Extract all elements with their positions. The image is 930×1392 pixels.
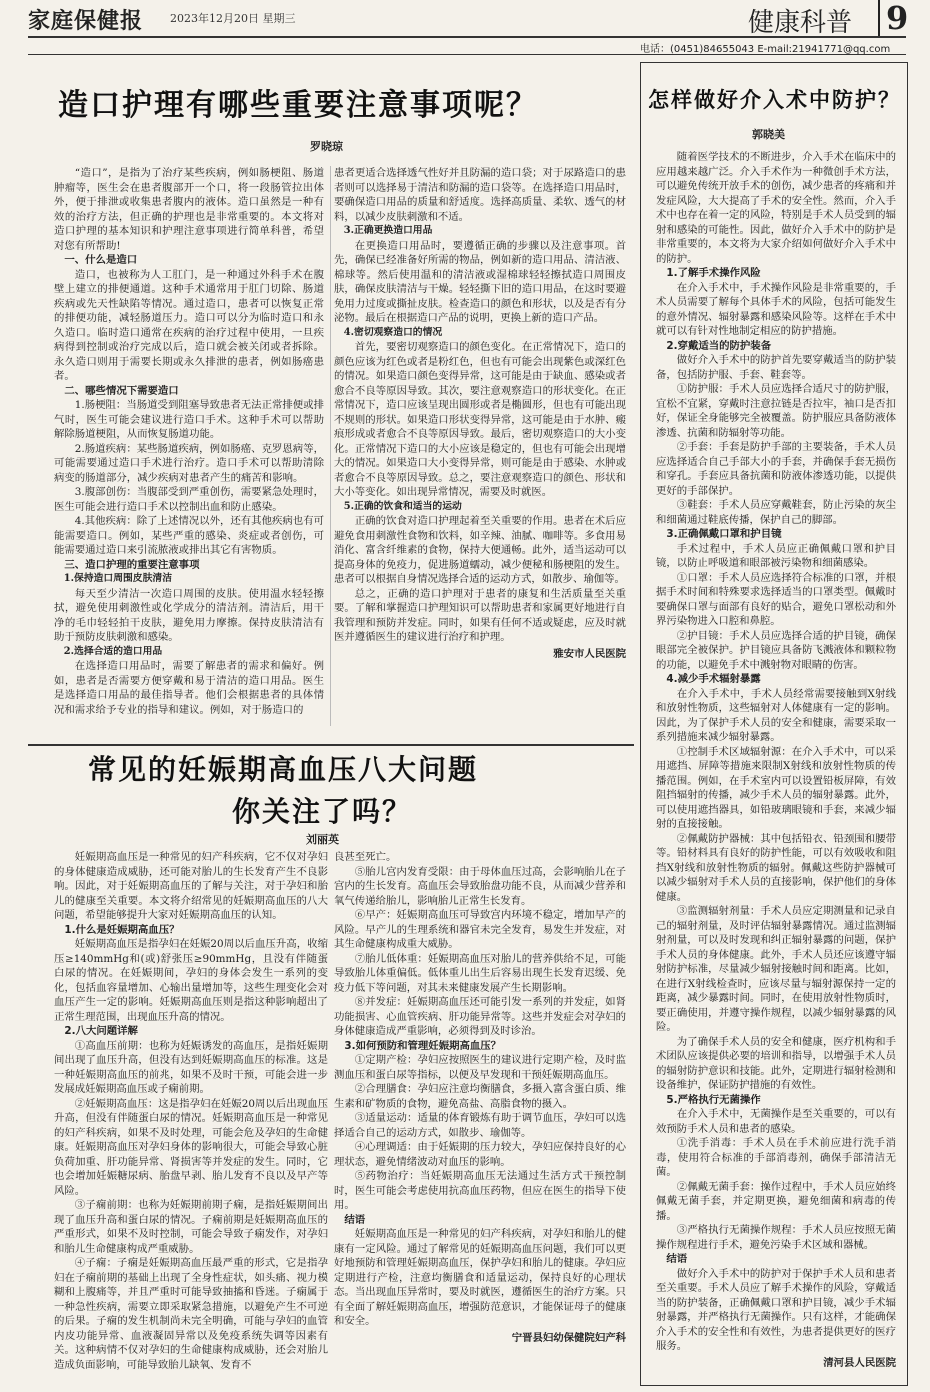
paragraph: 正确的饮食对造口护理起着至关重要的作用。患者在术后应避免食用刺激性食物和饮料，如辛辣、油腻、咖啡等。多食用易消化、富含纤维素的食物，保持大便通畅。此外，适当运动可以提高身体的免疫力，促进肠道蠕动，减少便秘和肠梗阻的发生。患者可以根据自身情况选择合适的运动方式，如散步、瑜伽等。: [334, 515, 626, 585]
paragraph: 在选择造口用品时，需要了解患者的需求和偏好。例如，患者是否需要方便穿戴和易于清洁的造口用品。医生是选择造口用品的最佳指导者。他们会根据患者的具体情况和需求给予专业的指导和建议。例如，对于肠造口的: [54, 660, 324, 716]
paragraph: 做好介入手术中的防护首先要穿戴适当的防护装备，包括防护服、手套、鞋套等。: [656, 354, 896, 381]
paragraph: ③子痫前期：也称为妊娠期前期子痫，是指妊娠期间出现了血压升高和蛋白尿的情况。子痫前期是妊娠期高血压的严重形式，如果不及时控制，可能会导致子痫发作，对孕妇和胎儿生命健康构成严重威胁。: [54, 1199, 328, 1255]
paragraph: 总之，正确的造口护理对于患者的康复和生活质量至关重要。了解和掌握造口护理知识可以帮助患者和家属更好地进行自我管理和预防并发症。同时，如果有任何不适或疑虑，应及时就医并遵循医生的建议进行治疗和护理。: [334, 587, 626, 643]
paragraph: ⑥早产：妊娠期高血压可导致宫内环境不稳定，增加早产的风险。早产儿的生理系统和器官未完全发育，易发生并发症，对其生命健康构成重大威胁。: [334, 909, 626, 950]
column-divider: [330, 166, 331, 726]
paragraph: ②妊娠期高血压：这是指孕妇在妊娠20周以后出现血压升高，但没有伴随蛋白尿的情况。妊娠期高血压是一种常见的妇产科疾病，如果不及时处理，可能会危及孕妇的生命健康。妊娠期高血压对孕妇身体的影响很大，可能会导致心脏负荷加重、肝功能异常、肾损害等并发症的发生。同时，它也会增加妊娠糖尿病、胎盘早剥、胎儿发育不良以及早产等风险。: [54, 1097, 328, 1197]
paragraph: ③严格执行无菌操作规程：手术人员应按照无菌操作规程进行手术，避免污染手术区域和器械。: [656, 1224, 896, 1251]
article-column: [334, 850, 626, 1390]
article-title-line2: 你关注了吗？: [232, 795, 413, 828]
author-affiliation: 雅安市人民医院: [553, 647, 626, 660]
article-title: 常见的妊娠期高血压八大问题: [88, 753, 479, 786]
paragraph: ④子痫：子痫是妊娠期高血压最严重的形式，它是指孕妇在子痫前期的基础上出现了全身性症状，如头痛、视力模糊和上腹痛等，并且严重时可能导致抽搐和昏迷。子痫属于一种急性疾病，需要立即采取紧急措施，以避免产生不可逆的后果。子痫的发生机制尚未完全明确，可能与孕妇的血管内皮功能异常、血液凝固异常以及免疫系统失调等因素有关。这种病情不仅对孕妇的生命健康构成威胁，还会对胎儿造成负面影响，可能导致胎儿缺氧、发育不: [54, 1257, 328, 1371]
section-heading: 3.正确佩戴口罩和护目镜: [666, 528, 782, 540]
section-heading: 二、哪些情况下需要造口: [64, 384, 179, 397]
section-heading: 三、造口护理的重要注意事项: [64, 558, 200, 571]
paragraph: ⑦胎儿低体重：妊娠期高血压对胎儿的营养供给不足，可能导致胎儿体重偏低。低体重儿出生后容易出现生长发育迟缓、免疫力低下等问题，对其未来健康发展产生长期影响。: [334, 952, 626, 994]
paragraph: ①定期产检：孕妇应按照医生的建议进行定期产检，及时监测血压和蛋白尿等指标，以便及早发现和干预妊娠期高血压。: [334, 1054, 626, 1081]
paragraph: 在介入手术中，手术操作风险是非常重要的，手术人员需要了解每个具体手术的风险，包括可能发生的意外情况、辐射暴露和感染风险等。这样在手术中就可以有针对性地制定相应的防护措施。: [656, 281, 896, 337]
section-heading: 1.什么是妊娠期高血压？: [64, 923, 180, 936]
paragraph: 做好介入手术中的防护对于保护手术人员和患者至关重要。手术人员应了解手术操作的风险，穿戴适当的防护装备，正确佩戴口罩和护目镜，减少手术辐射暴露，并严格执行无菌操作。只有这样，才能确保介入手术的安全性和有效性，为患者提供更好的医疗服务。: [656, 1267, 896, 1352]
paragraph: ⑤药物治疗：当妊娠期高血压无法通过生活方式干预控制时，医生可能会考虑使用抗高血压药物，但应在医生的指导下使用。: [334, 1170, 626, 1211]
paragraph: 在介入手术中，无菌操作是至关重要的，可以有效预防手术人员和患者的感染。: [656, 1108, 896, 1135]
section-heading: 2.穿戴适当的防护装备: [666, 339, 772, 352]
article-column: [54, 166, 324, 726]
author-affiliation: 清河县人民医院: [823, 1356, 896, 1369]
paragraph: “造口”，是指为了治疗某些疾病，例如肠梗阻、肠道肿瘤等，医生会在患者腹部开一个口，将一段肠管拉出体外，便于排泄或收集患者腹内的液体。造口虽然是一种有效的治疗方法，但正确的护理也是非常重要的。本文将对造口护理的基本知识和护理注意事项进行简单科普，希望对您有所帮助!: [54, 167, 324, 252]
paragraph: ⑧并发症：妊娠期高血压还可能引发一系列的并发症，如肾功能损害、心血管疾病、肝功能异常等。这些并发症会对孕妇的身体健康造成严重影响，必须得到及时诊治。: [334, 996, 626, 1037]
section-heading: 结语: [344, 1213, 366, 1226]
section-heading: 2.选择合适的造口用品: [63, 645, 163, 657]
section-heading: 一、什么是造口: [64, 254, 138, 266]
paragraph: 造口，也被称为人工肛门，是一种通过外科手术在腹壁上建立的排便通道。这种手术通常用于肛门切除、肠道疾病或先天性缺陷等情况。通过造口，患者可以恢复正常的排便功能，减轻肠道压力。造口可以分为临时造口和永久造口。临时造口通常在疾病的治疗过程中使用，一旦疾病得到控制或治疗完成以后，造口就会被关闭或者拆除。永久造口则用于需要长期或永久排泄的患者，例如肠癌患者。: [54, 268, 324, 382]
paragraph: ②佩戴无菌手套：操作过程中，手术人员应始终佩戴无菌手套，并定期更换，避免细菌和病毒的传播。: [656, 1180, 896, 1222]
paragraph: 患者更适合选择透气性好并且防漏的造口袋；对于尿路造口的患者则可以选择易于清洁和防漏的造口袋等。在选择造口用品时，要确保造口用品的质量和舒适度。选择高质量、柔软、透气的材料，以减少皮肤刺激和不适。: [334, 167, 626, 223]
paragraph: ①高血压前期：也称为妊娠诱发的高血压，是指妊娠期间出现了血压升高，但没有达到妊娠期高血压的标准。这是一种妊娠期高血压的前兆，如果不及时干预，可能会进一步发展成妊娠期高血压或子痫前期。: [54, 1039, 328, 1095]
paragraph: 2.肠道疾病：某些肠道疾病，例如肠癌、克罗恩病等，可能需要通过造口手术进行治疗。造口手术可以帮助清除病变的肠道部分，减少疾病对患者产生的痛苦和影响。: [54, 442, 324, 484]
paragraph: 在介入手术中，手术人员经常需要接触到X射线和放射性物质，这些辐射对人体健康有一定的影响。因此，为了保护手术人员的安全和健康，需要采取一系列措施来减少辐射暴露。: [656, 687, 896, 743]
paragraph: 在更换造口用品时，要遵循正确的步骤以及注意事项。首先，确保已经准备好所需的物品，例如新的造口用品、清洁液、棉球等。然后使用温和的清洁液或湿棉球轻轻擦拭造口周围皮肤，确保皮肤清洁与干燥。轻轻撕下旧的造口用品，在这时要避免用力过度或撕扯皮肤。检查造口的颜色和形状，以及是否有分泌物。最后在根据造口产品的说明，更换上新的造口产品。: [334, 239, 626, 324]
section-heading: 5.严格执行无菌操作: [666, 1093, 761, 1106]
article-column: [656, 150, 896, 1382]
section-heading: 1.保持造口周围皮肤清洁: [63, 573, 172, 584]
paragraph: 妊娠期高血压是一种常见的妇产科疾病，对孕妇和胎儿的健康有一定风险。通过了解常见的妊娠期高血压问题，我们可以更好地预防和管理妊娠期高血压，保护孕妇和胎儿的健康。孕妇应定期进行产检，注意均衡膳食和适量运动，保持良好的心理状态。当出现血压异常时，要及时就医，遵循医生的治疗方案。只有全面了解妊娠期高血压，增强防范意识，才能保证母子的健康和安全。: [334, 1228, 626, 1327]
paragraph: ①防护服：手术人员应选择合适尺寸的防护服，宜松不宜紧，穿戴时注意拉链是否拉牢，袖口是否扣好，保证全身能够完全被覆盖。防护服应具备防液体渗透、抗菌和防辐射等功能。: [656, 383, 896, 439]
author-affiliation: 宁晋县妇幼保健院妇产科: [511, 1331, 626, 1344]
header-rule: [28, 36, 906, 38]
paragraph: 良甚至死亡。: [334, 851, 397, 863]
paragraph: ②手套：手套是防护手部的主要装备，手术人员应选择适合自己手部大小的手套，并确保手套无损伤和穿孔。手套应具备抗菌和防液体渗透功能，以提供更好的手部保护。: [656, 441, 896, 497]
paragraph: ①洗手消毒：手术人员在手术前应进行洗手消毒，使用符合标准的手部消毒剂，确保手部清洁无菌。: [656, 1137, 896, 1178]
section-heading: 2.八大问题详解: [64, 1025, 138, 1037]
paragraph: 妊娠期高血压是一种常见的妇产科疾病，它不仅对孕妇的身体健康造成威胁，还可能对胎儿的生长发育产生不良影响。因此，对于妊娠期高血压的了解与关注，对于孕妇和胎儿的健康至关重要。本文将介绍常见的妊娠期高血压的八大问题，希望能够提升大家对妊娠期高血压的认知。: [54, 851, 328, 921]
page-number: 9: [878, 0, 908, 36]
article-author: 刘丽英: [306, 833, 339, 846]
paragraph: ③适量运动：适量的体育锻炼有助于调节血压，孕妇可以选择适合自己的运动方式，如散步、瑜伽等。: [334, 1112, 626, 1139]
article-author: 郭晓美: [752, 128, 785, 141]
section-heading: 5.正确的饮食和适当的运动: [343, 500, 462, 512]
header-rule-thin: [28, 54, 906, 55]
section-heading: 4.减少手术辐射暴露: [666, 673, 761, 685]
section-name: 健康科普: [748, 8, 853, 38]
paragraph: ③鞋套：手术人员应穿戴鞋套，防止污染的灰尘和细菌通过鞋底传播，保护自己的脚部。: [656, 499, 896, 526]
section-heading: 结语: [666, 1253, 688, 1265]
paragraph: ④心理调适：由于妊娠期的压力较大，孕妇应保持良好的心理状态，避免情绪波动对血压的影响。: [334, 1141, 626, 1168]
article-divider: [28, 744, 634, 746]
contact-info: 电话：(0451)84655043 E-mail:21941771@qq.com: [640, 44, 891, 55]
article-column: [334, 166, 626, 726]
issue-date: 2023年12月20日 星期三: [170, 12, 296, 25]
section-heading: 3.正确更换造口用品: [343, 225, 433, 236]
article-author: 罗晓琼: [310, 140, 343, 153]
article-title: 造口护理有哪些重要注意事项呢？: [58, 88, 538, 123]
section-heading: 1.了解手术操作风险: [666, 267, 761, 279]
paragraph: 1.肠梗阻：当肠道受到阻塞导致患者无法正常排便或排气时，医生可能会建议进行造口手术。这种手术可以帮助解除肠道梗阻，从而恢复肠道功能。: [54, 399, 324, 440]
newspaper-name: 家庭保健报: [28, 8, 144, 34]
paragraph: ①口罩：手术人员应选择符合标准的口罩，并根据手术时间和特殊要求选择适当的口罩类型。佩戴时要确保口罩与面部有良好的贴合，避免口罩松动和外界污染物进入口腔和鼻腔。: [656, 571, 896, 627]
paragraph: ③监测辐射剂量：手术人员应定期测量和记录自己的辐射剂量，及时评估辐射暴露情况。通过监测辐射剂量，可以及时发现和纠正辐射暴露的问题，保护手术人员的身体健康。此外，手术人员还应该遵守辐射防护标准，尽量减少辐射接触时间和距离。比如，在进行X射线检查时，应该尽量与辐射源保持一定的距离，减少暴露时间。同时，在使用放射性物质时，要正确使用，并遵守操作规程，以减少辐射暴露的风险。: [656, 905, 896, 1033]
paragraph: ②护目镜：手术人员应选择合适的护目镜，确保眼部完全被保护。护目镜应具备防飞溅液体和颗粒物的功能，以避免手术中溅射物对眼睛的伤害。: [656, 629, 896, 671]
paragraph: 4.其他疾病：除了上述情况以外，还有其他疾病也有可能需要造口。例如，某些严重的感染、炎症或者创伤，可能需要通过造口来引流脓液或排出其它有害物质。: [54, 515, 324, 556]
article-title: 怎样做好介入术中防护？: [648, 87, 901, 112]
paragraph: 每天至少清洁一次造口周围的皮肤。使用温水轻轻擦拭，避免使用刺激性或化学成分的清洁剂。清洁后，用干净的毛巾轻轻拍干皮肤，避免用力摩擦。保持皮肤清洁有助于预防皮肤刺激和感染。: [54, 587, 324, 643]
paragraph: ①控制手术区域辐射源：在介入手术中，可以采用遮挡、屏障等措施来限制X射线和放射性物质的传播范围。例如，在手术室内可以设置铅板屏障，有效阻挡辐射的传播，减少手术人员的辐射暴露。此外，可以使用遮挡器具，如铅玻璃眼镜和手套，来减少辐射的直接接触。: [656, 745, 896, 830]
paragraph: 妊娠期高血压是指孕妇在妊娠20周以后血压升高，收缩压≥140mmHg和(或)舒张压≥90mmHg，且没有伴随蛋白尿的情况。在妊娠期间，孕妇的身体会发生一系列的变化，包括血容量增加、心输出量增加等，这些生理变化会对血压产生一定的影响。妊娠期高血压则是指这种影响超出了正常生理范围，出现血压升高的情况。: [54, 938, 328, 1023]
paragraph: ②佩戴防护器械：其中包括铅衣、铅颈围和腰带等。铅材料具有良好的防护性能，可以有效吸收和阻挡X射线和放射性物质的辐射。佩戴这些防护器械可以减少辐射对手术人员的直接影响，保护他们的身体健康。: [656, 832, 896, 903]
paragraph: ⑤胎儿宫内发育受限：由于母体血压过高，会影响胎儿在子宫内的生长发育。高血压会导致胎盘功能不良，从而减少营养和氧气传递给胎儿，影响胎儿正常生长发育。: [334, 865, 626, 907]
paragraph: ②合理膳食：孕妇应注意均衡膳食，多摄入富含蛋白质、维生素和矿物质的食物，避免高盐、高脂食物的摄入。: [334, 1083, 626, 1110]
paragraph: 随着医学技术的不断进步，介入手术在临床中的应用越来越广泛。介入手术作为一种微创手术方法，可以避免传统开放手术的创伤，减少患者的疼痛和并发症风险，大大提高了手术的安全性。然而，介入手术中也存在着一定的风险，特别是手术人员受到的辐射和感染的可能性。因此，做好介入手术中的防护是非常重要的，本文将为大家介绍如何做好介入手术中的防护。: [656, 151, 896, 265]
section-heading: 3.如何预防和管理妊娠期高血压？: [344, 1039, 502, 1052]
paragraph: 首先，要密切观察造口的颜色变化。在正常情况下，造口的颜色应该为红色或者是粉红色，但也有可能会出现紫色或深红色的情况。如果造口颜色变得异常，这可能是由于缺血、感染或者愈合不良等原因导致。其次，要注意观察造口的形状变化。在正常情况下，造口应该呈现出圆形或者是椭圆形，但也有可能出现不规则的形状。如果造口形状变得异常，这可能是由于水肿、瘢痕形成或者愈合不良等原因导致。最后，密切观察造口的大小变化。正常情况下造口的大小应该是稳定的，但也有可能会出现增大的情况。如果造口大小变得异常，则可能是由于感染、水肿或者愈合不良等原因导致。总之，要注意观察造口的颜色、形状和大小等变化。如出现异常情况，需要及时就医。: [334, 341, 626, 498]
article-column: [54, 850, 328, 1390]
paragraph: 为了确保手术人员的安全和健康，医疗机构和手术团队应该提供必要的培训和指导，以增强手术人员的辐射防护意识和技能。此外，定期进行辐射检测和设备维护，保证防护措施的有效性。: [656, 1035, 896, 1091]
paragraph: 手术过程中，手术人员应正确佩戴口罩和护目镜，以防止呼吸道和眼部被污染物和细菌感染。: [656, 542, 896, 569]
paragraph: 3.腹部创伤：当腹部受到严重创伤，需要紧急处理时，医生可能会进行造口手术以控制出血和防止感染。: [54, 486, 324, 513]
section-heading: 4.密切观察造口的情况: [343, 326, 443, 338]
